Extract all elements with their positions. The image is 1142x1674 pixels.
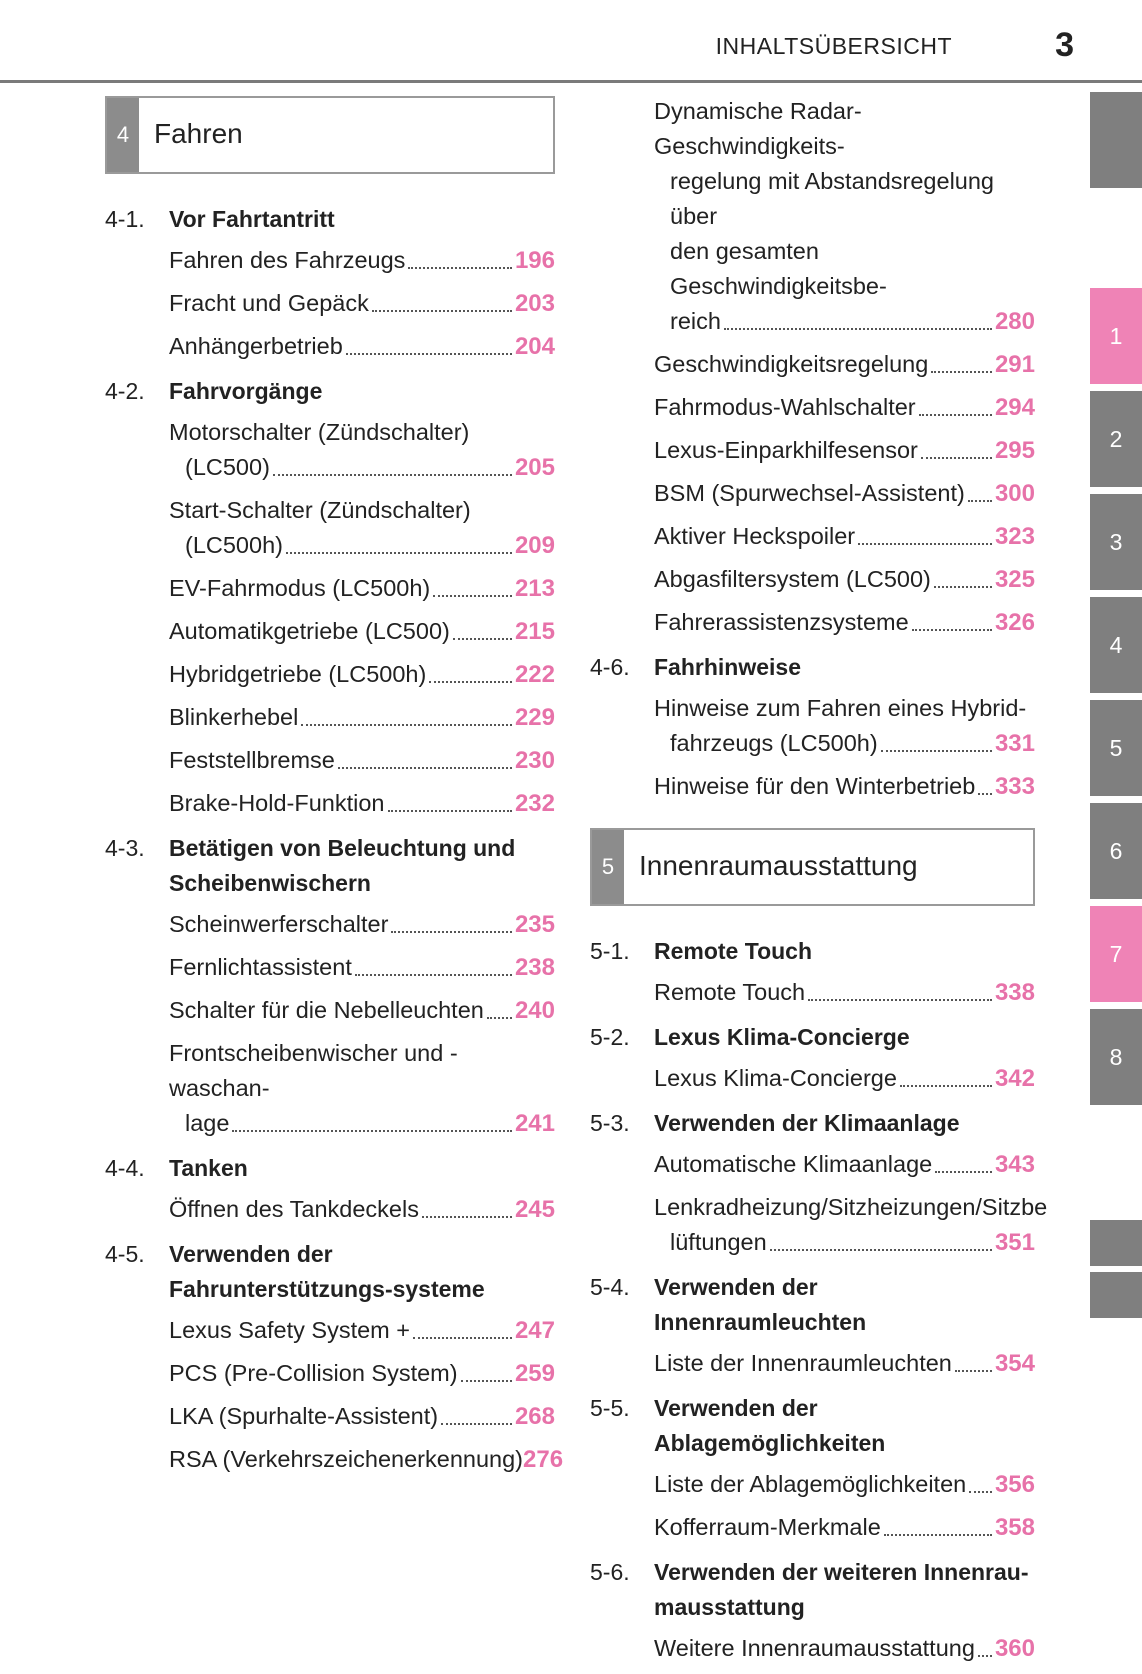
leader-dots bbox=[433, 595, 512, 597]
entry-text: Blinkerhebel bbox=[169, 704, 299, 730]
leader-dots bbox=[232, 1130, 512, 1132]
entry-page: 276 bbox=[523, 1446, 564, 1473]
tab-blank-b[interactable] bbox=[1090, 1272, 1142, 1318]
chapter-5-box[interactable] bbox=[590, 828, 1035, 906]
header-title: INHALTSÜBERSICHT bbox=[715, 33, 952, 59]
entry-text: (LC500h) bbox=[185, 532, 283, 558]
entry-page: 294 bbox=[994, 394, 1035, 421]
leader-dots bbox=[346, 353, 512, 355]
entry-text: Liste der Innenraumleuchten bbox=[654, 1350, 952, 1376]
entry-page: 291 bbox=[994, 351, 1035, 378]
entry-text: EV-Fahrmodus (LC500h) bbox=[169, 575, 431, 601]
entry-text: Fahren des Fahrzeugs bbox=[169, 247, 406, 273]
toc-entry[interactable] bbox=[169, 993, 555, 1028]
entry-page: 280 bbox=[994, 308, 1035, 335]
toc-entry[interactable] bbox=[169, 415, 555, 485]
toc-entry[interactable] bbox=[654, 1631, 1035, 1666]
entry-text: Hybridgetriebe (LC500h) bbox=[169, 661, 427, 687]
leader-dots bbox=[487, 1017, 512, 1019]
leader-dots bbox=[969, 1491, 992, 1493]
entry-page: 323 bbox=[994, 523, 1035, 550]
entry-page: 213 bbox=[514, 575, 555, 602]
section-5-6[interactable] bbox=[590, 1555, 1035, 1625]
entry-page: 268 bbox=[514, 1403, 555, 1430]
entry-text: Start-Schalter (Zündschalter) bbox=[169, 497, 471, 523]
section-number: 4-5. bbox=[105, 1241, 145, 1267]
leader-dots bbox=[934, 586, 992, 588]
leader-dots bbox=[338, 767, 512, 769]
entry-page: 342 bbox=[994, 1065, 1035, 1092]
toc-entry[interactable] bbox=[654, 1510, 1035, 1545]
leader-dots bbox=[858, 543, 992, 545]
entry-text: fahrzeugs (LC500h) bbox=[670, 730, 878, 756]
entry-page: 238 bbox=[514, 954, 555, 981]
section-number: 5-5. bbox=[590, 1395, 630, 1421]
leader-dots bbox=[441, 1423, 512, 1425]
toc-entry[interactable] bbox=[654, 605, 1035, 640]
leader-dots bbox=[935, 1171, 992, 1173]
entry-page: 247 bbox=[514, 1317, 555, 1344]
section-title: Verwenden der Ablagemöglichkeiten bbox=[654, 1395, 886, 1456]
section-5-1[interactable] bbox=[590, 934, 1035, 969]
leader-dots bbox=[912, 629, 992, 631]
leader-dots bbox=[301, 724, 512, 726]
toc-entry[interactable] bbox=[654, 347, 1035, 382]
toc-entry[interactable] bbox=[169, 907, 555, 942]
section-title: Betätigen von Beleuchtung und Scheibenwischern bbox=[169, 835, 516, 896]
right-column bbox=[590, 96, 1048, 1674]
entry-text: PCS (Pre-Collision System) bbox=[169, 1360, 458, 1386]
toc-entry[interactable] bbox=[169, 657, 555, 692]
chapter-title: Innenraumausstattung bbox=[639, 850, 918, 881]
entry-page: 222 bbox=[514, 661, 555, 688]
entry-page: 333 bbox=[994, 773, 1035, 800]
toc-entry[interactable] bbox=[654, 975, 1035, 1010]
entry-page: 203 bbox=[514, 290, 555, 317]
entry-page: 205 bbox=[514, 454, 555, 481]
section-5-2[interactable] bbox=[590, 1020, 1035, 1055]
entry-text: Automatische Klimaanlage bbox=[654, 1151, 933, 1177]
entry-text: lage bbox=[185, 1110, 230, 1136]
entry-text: Hinweise zum Fahren eines Hybrid- bbox=[654, 695, 1027, 721]
tab-7[interactable]: 7 bbox=[1090, 906, 1142, 1002]
entry-text: lüftungen bbox=[670, 1229, 767, 1255]
section-number: 4-2. bbox=[105, 378, 145, 404]
entry-text: Aktiver Heckspoiler bbox=[654, 523, 856, 549]
entry-page: 343 bbox=[994, 1151, 1035, 1178]
page-number: 3 bbox=[1055, 26, 1074, 64]
chapter-4-box[interactable] bbox=[105, 96, 555, 174]
section-title: Fahrhinweise bbox=[654, 654, 801, 680]
section-number: 5-1. bbox=[590, 938, 630, 964]
section-title: Verwenden der Klimaanlage bbox=[654, 1110, 960, 1136]
entry-text: (LC500) bbox=[185, 454, 270, 480]
entry-text: reich bbox=[670, 308, 721, 334]
entry-page: 338 bbox=[994, 979, 1035, 1006]
toc-entry[interactable] bbox=[169, 1192, 555, 1227]
toc-entry[interactable] bbox=[654, 519, 1035, 554]
leader-dots bbox=[273, 474, 512, 476]
entry-text: Remote Touch bbox=[654, 979, 806, 1005]
entry-page: 245 bbox=[514, 1196, 555, 1223]
toc-entry[interactable] bbox=[654, 769, 1035, 804]
entry-page: 235 bbox=[514, 911, 555, 938]
chapter-number: 5 bbox=[592, 830, 624, 904]
entry-page: 356 bbox=[994, 1471, 1035, 1498]
entry-text: Öffnen des Tankdeckels bbox=[169, 1196, 419, 1222]
section-4-1[interactable] bbox=[105, 202, 555, 237]
entry-text: Weitere Innenraumausstattung bbox=[654, 1635, 975, 1661]
leader-dots bbox=[968, 500, 992, 502]
leader-dots bbox=[422, 1216, 512, 1218]
entry-text: Anhängerbetrieb bbox=[169, 333, 343, 359]
tab-blank-a[interactable] bbox=[1090, 1220, 1142, 1266]
toc-entry[interactable] bbox=[654, 433, 1035, 468]
leader-dots bbox=[391, 931, 512, 933]
entry-page: 354 bbox=[994, 1350, 1035, 1377]
chapter-title: Fahren bbox=[154, 118, 243, 149]
leader-dots bbox=[978, 793, 992, 795]
section-title: Tanken bbox=[169, 1155, 248, 1181]
entry-page: 326 bbox=[994, 609, 1035, 636]
leader-dots bbox=[881, 750, 992, 752]
entry-text: Hinweise für den Winterbetrieb bbox=[654, 773, 976, 799]
tab-1[interactable]: 1 bbox=[1090, 288, 1142, 384]
entry-text: RSA (Verkehrszeichenerkennung) bbox=[169, 1446, 524, 1472]
leader-dots bbox=[955, 1370, 992, 1372]
section-5-3[interactable] bbox=[590, 1106, 1035, 1141]
entry-text: Schalter für die Nebelleuchten bbox=[169, 997, 484, 1023]
leader-dots bbox=[372, 310, 512, 312]
tab-2[interactable]: 2 bbox=[1090, 391, 1142, 487]
entry-page: 295 bbox=[994, 437, 1035, 464]
section-title: Verwenden der Fahrunterstützungs-systeme bbox=[169, 1241, 485, 1302]
section-number: 4-6. bbox=[590, 654, 630, 680]
entry-text: Liste der Ablagemöglichkeiten bbox=[654, 1471, 967, 1497]
leader-dots bbox=[884, 1534, 992, 1536]
toc-entry[interactable] bbox=[169, 1313, 555, 1348]
toc-entry[interactable] bbox=[169, 329, 555, 364]
entry-page: 209 bbox=[514, 532, 555, 559]
leader-dots bbox=[388, 810, 512, 812]
toc-entry[interactable] bbox=[654, 1190, 1048, 1260]
toc-entry[interactable] bbox=[169, 1442, 564, 1477]
page-header bbox=[0, 0, 1142, 83]
leader-dots bbox=[931, 371, 992, 373]
section-number: 4-3. bbox=[105, 835, 145, 861]
section-number: 5-6. bbox=[590, 1559, 630, 1585]
section-title: Remote Touch bbox=[654, 938, 813, 964]
toc-entry[interactable] bbox=[169, 286, 555, 321]
tab-4[interactable]: 4 bbox=[1090, 597, 1142, 693]
entry-text: Feststellbremse bbox=[169, 747, 335, 773]
entry-text: BSM (Spurwechsel-Assistent) bbox=[654, 480, 965, 506]
tab-3[interactable]: 3 bbox=[1090, 494, 1142, 590]
entry-page: 196 bbox=[514, 247, 555, 274]
toc-entry[interactable] bbox=[654, 1346, 1035, 1381]
entry-text: Lexus-Einparkhilfesensor bbox=[654, 437, 918, 463]
entry-text: Lexus Klima-Concierge bbox=[654, 1065, 897, 1091]
entry-page: 358 bbox=[994, 1514, 1035, 1541]
leader-dots bbox=[429, 681, 512, 683]
entry-page: 331 bbox=[994, 730, 1035, 757]
entry-text: Fahrmodus-Wahlschalter bbox=[654, 394, 916, 420]
section-number: 4-4. bbox=[105, 1155, 145, 1181]
section-4-6[interactable] bbox=[590, 650, 1035, 685]
section-title: Lexus Klima-Concierge bbox=[654, 1024, 910, 1050]
left-column bbox=[105, 96, 564, 1485]
toc-entry[interactable] bbox=[654, 1061, 1035, 1096]
entry-text: Fernlichtassistent bbox=[169, 954, 352, 980]
tab-blank-top[interactable] bbox=[1090, 92, 1142, 188]
entry-text: Fracht und Gepäck bbox=[169, 290, 369, 316]
entry-text: Lexus Safety System + bbox=[169, 1317, 410, 1343]
entry-text: Frontscheibenwischer und -waschan- bbox=[169, 1040, 458, 1101]
section-number: 5-4. bbox=[590, 1274, 630, 1300]
toc-entry[interactable] bbox=[654, 390, 1035, 425]
leader-dots bbox=[355, 974, 512, 976]
leader-dots bbox=[408, 267, 512, 269]
section-5-5[interactable] bbox=[590, 1391, 1035, 1461]
leader-dots bbox=[413, 1337, 512, 1339]
section-number: 4-1. bbox=[105, 206, 145, 232]
section-title: Fahrvorgänge bbox=[169, 378, 323, 404]
leader-dots bbox=[724, 328, 992, 330]
entry-page: 230 bbox=[514, 747, 555, 774]
toc-entry[interactable] bbox=[169, 700, 555, 735]
toc-entry[interactable] bbox=[169, 493, 555, 563]
entry-page: 204 bbox=[514, 333, 555, 360]
entry-text: Geschwindigkeitsregelung bbox=[654, 351, 929, 377]
toc-entry[interactable] bbox=[654, 94, 1035, 339]
entry-text: den gesamten Geschwindigkeitsbe- bbox=[670, 238, 887, 299]
toc-entry[interactable] bbox=[169, 243, 555, 278]
leader-dots bbox=[919, 414, 992, 416]
toc-entry[interactable] bbox=[169, 950, 555, 985]
section-number: 5-3. bbox=[590, 1110, 630, 1136]
entry-text: Fahrerassistenzsysteme bbox=[654, 609, 909, 635]
entry-page: 325 bbox=[994, 566, 1035, 593]
toc-entry[interactable] bbox=[654, 1467, 1035, 1502]
section-title: Verwenden der weiteren Innenrau-mausstattung bbox=[654, 1559, 1029, 1620]
section-4-5[interactable] bbox=[105, 1237, 555, 1307]
chapter-number: 4 bbox=[107, 98, 139, 172]
entry-page: 259 bbox=[514, 1360, 555, 1387]
leader-dots bbox=[453, 638, 512, 640]
entry-text: Kofferraum-Merkmale bbox=[654, 1514, 881, 1540]
entry-text: Brake-Hold-Funktion bbox=[169, 790, 385, 816]
section-title: Vor Fahrtantritt bbox=[169, 206, 335, 232]
tab-8[interactable]: 8 bbox=[1090, 1009, 1142, 1105]
toc-entry[interactable] bbox=[169, 614, 555, 649]
section-number: 5-2. bbox=[590, 1024, 630, 1050]
leader-dots bbox=[286, 552, 512, 554]
toc-entry[interactable] bbox=[169, 1036, 555, 1141]
toc-entry[interactable] bbox=[169, 571, 555, 606]
toc-entry[interactable] bbox=[654, 691, 1035, 761]
toc-entry[interactable] bbox=[169, 786, 555, 821]
leader-dots bbox=[978, 1655, 992, 1657]
entry-page: 300 bbox=[994, 480, 1035, 507]
leader-dots bbox=[461, 1380, 512, 1382]
leader-dots bbox=[770, 1249, 992, 1251]
section-5-4[interactable] bbox=[590, 1270, 1035, 1340]
section-4-4[interactable] bbox=[105, 1151, 555, 1186]
entry-page: 229 bbox=[514, 704, 555, 731]
tab-6[interactable]: 6 bbox=[1090, 803, 1142, 899]
leader-dots bbox=[900, 1085, 992, 1087]
toc-entry[interactable] bbox=[654, 476, 1035, 511]
entry-text: regelung mit Abstandsregelung über bbox=[670, 168, 994, 229]
entry-text: Motorschalter (Zündschalter) bbox=[169, 419, 470, 445]
tab-5[interactable]: 5 bbox=[1090, 700, 1142, 796]
entry-text: Lenkradheizung/Sitzheizungen/Sitzbe bbox=[654, 1194, 1048, 1220]
entry-text: Scheinwerferschalter bbox=[169, 911, 389, 937]
entry-text: LKA (Spurhalte-Assistent) bbox=[169, 1403, 439, 1429]
entry-page: 241 bbox=[514, 1110, 555, 1137]
toc-entry[interactable] bbox=[169, 1356, 555, 1391]
entry-page: 215 bbox=[514, 618, 555, 645]
entry-text: Automatikgetriebe (LC500) bbox=[169, 618, 450, 644]
entry-page: 351 bbox=[994, 1229, 1035, 1256]
entry-page: 360 bbox=[994, 1635, 1035, 1662]
entry-text: Abgasfiltersystem (LC500) bbox=[654, 566, 931, 592]
toc-entry[interactable] bbox=[654, 1147, 1035, 1182]
entry-text: Dynamische Radar-Geschwindigkeits- bbox=[654, 98, 862, 159]
toc-entry[interactable] bbox=[169, 743, 555, 778]
section-title: Verwenden der Innenraumleuchten bbox=[654, 1274, 867, 1335]
leader-dots bbox=[808, 999, 992, 1001]
section-4-3[interactable] bbox=[105, 831, 555, 901]
leader-dots bbox=[921, 457, 992, 459]
toc-entry[interactable] bbox=[654, 562, 1035, 597]
section-4-2[interactable] bbox=[105, 374, 555, 409]
toc-entry[interactable] bbox=[169, 1399, 555, 1434]
entry-page: 240 bbox=[514, 997, 555, 1024]
entry-page: 232 bbox=[514, 790, 555, 817]
